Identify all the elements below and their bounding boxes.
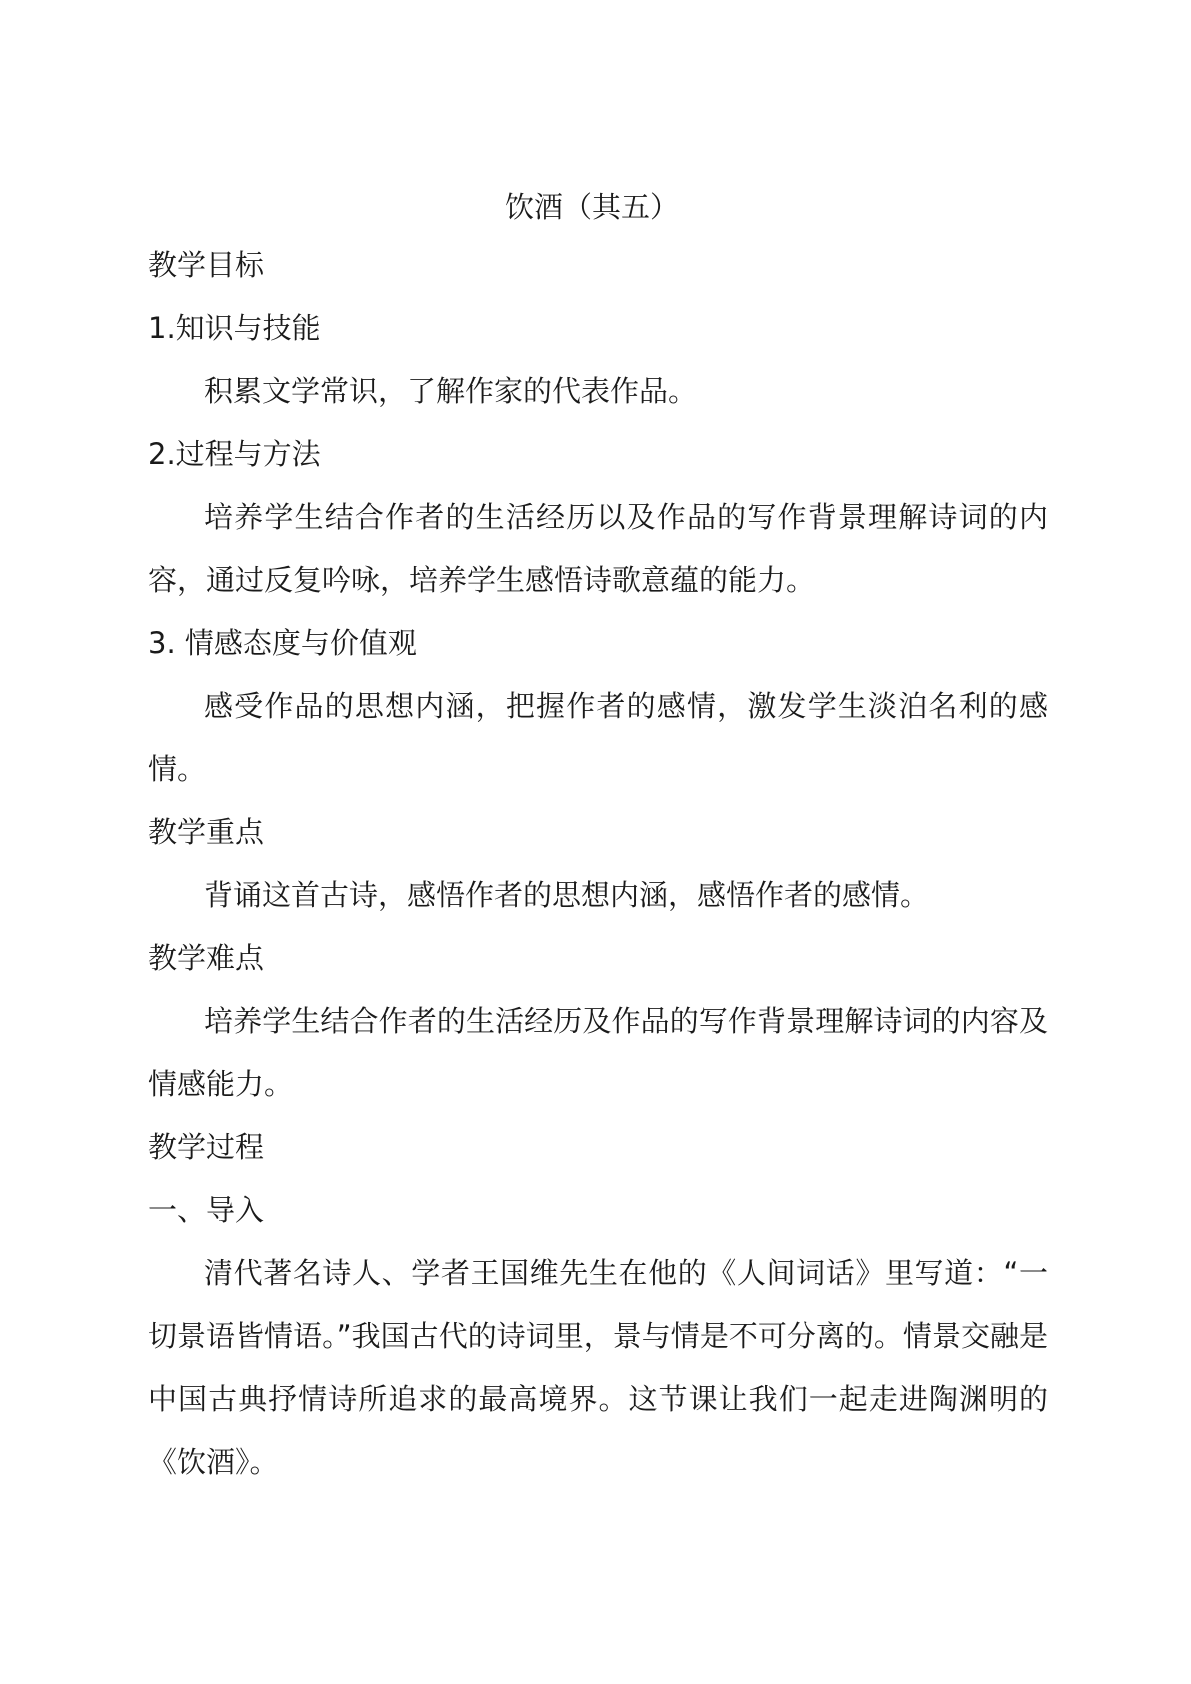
- subheading-process-methods: 2.过程与方法: [148, 437, 321, 471]
- heading-objectives: 教学目标: [148, 248, 265, 282]
- document-title: 饮酒（其五）: [504, 190, 679, 224]
- paragraph-emotion-values: 感受作品的思想内涵，把握作者的感情，激发学生淡泊名利的感情。: [148, 689, 1048, 786]
- heading-teaching-process: 教学过程: [148, 1130, 265, 1164]
- heading-difficulties: 教学难点: [148, 941, 265, 975]
- paragraph-difficulties: 培养学生结合作者的生活经历及作品的写作背景理解诗词的内容及情感能力。: [148, 1004, 1048, 1101]
- document-page: [148, 180, 1048, 1494]
- paragraph-key-points: 背诵这首古诗，感悟作者的思想内涵，感悟作者的感情。: [204, 878, 930, 912]
- subheading-introduction: 一、导入: [148, 1193, 265, 1227]
- paragraph-introduction: 清代著名诗人、学者王国维先生在他的《人间词话》里写道：“一切景语皆情语。”我国古代的诗词里，景与情是不可分离的。情景交融是中国古典抒情诗所追求的最高境界。这节课让我们一起走进陶渊明的《饮酒》。: [148, 1256, 1048, 1479]
- subheading-emotion-values: 3. 情感态度与价值观: [148, 626, 417, 660]
- paragraph-process-methods: 培养学生结合作者的生活经历以及作品的写作背景理解诗词的内容，通过反复吟咏，培养学生感悟诗歌意蕴的能力。: [148, 500, 1048, 597]
- subheading-knowledge-skills: 1.知识与技能: [148, 311, 321, 345]
- heading-key-points: 教学重点: [148, 815, 265, 849]
- paragraph-knowledge-skills: 积累文学常识，了解作家的代表作品。: [204, 374, 698, 408]
